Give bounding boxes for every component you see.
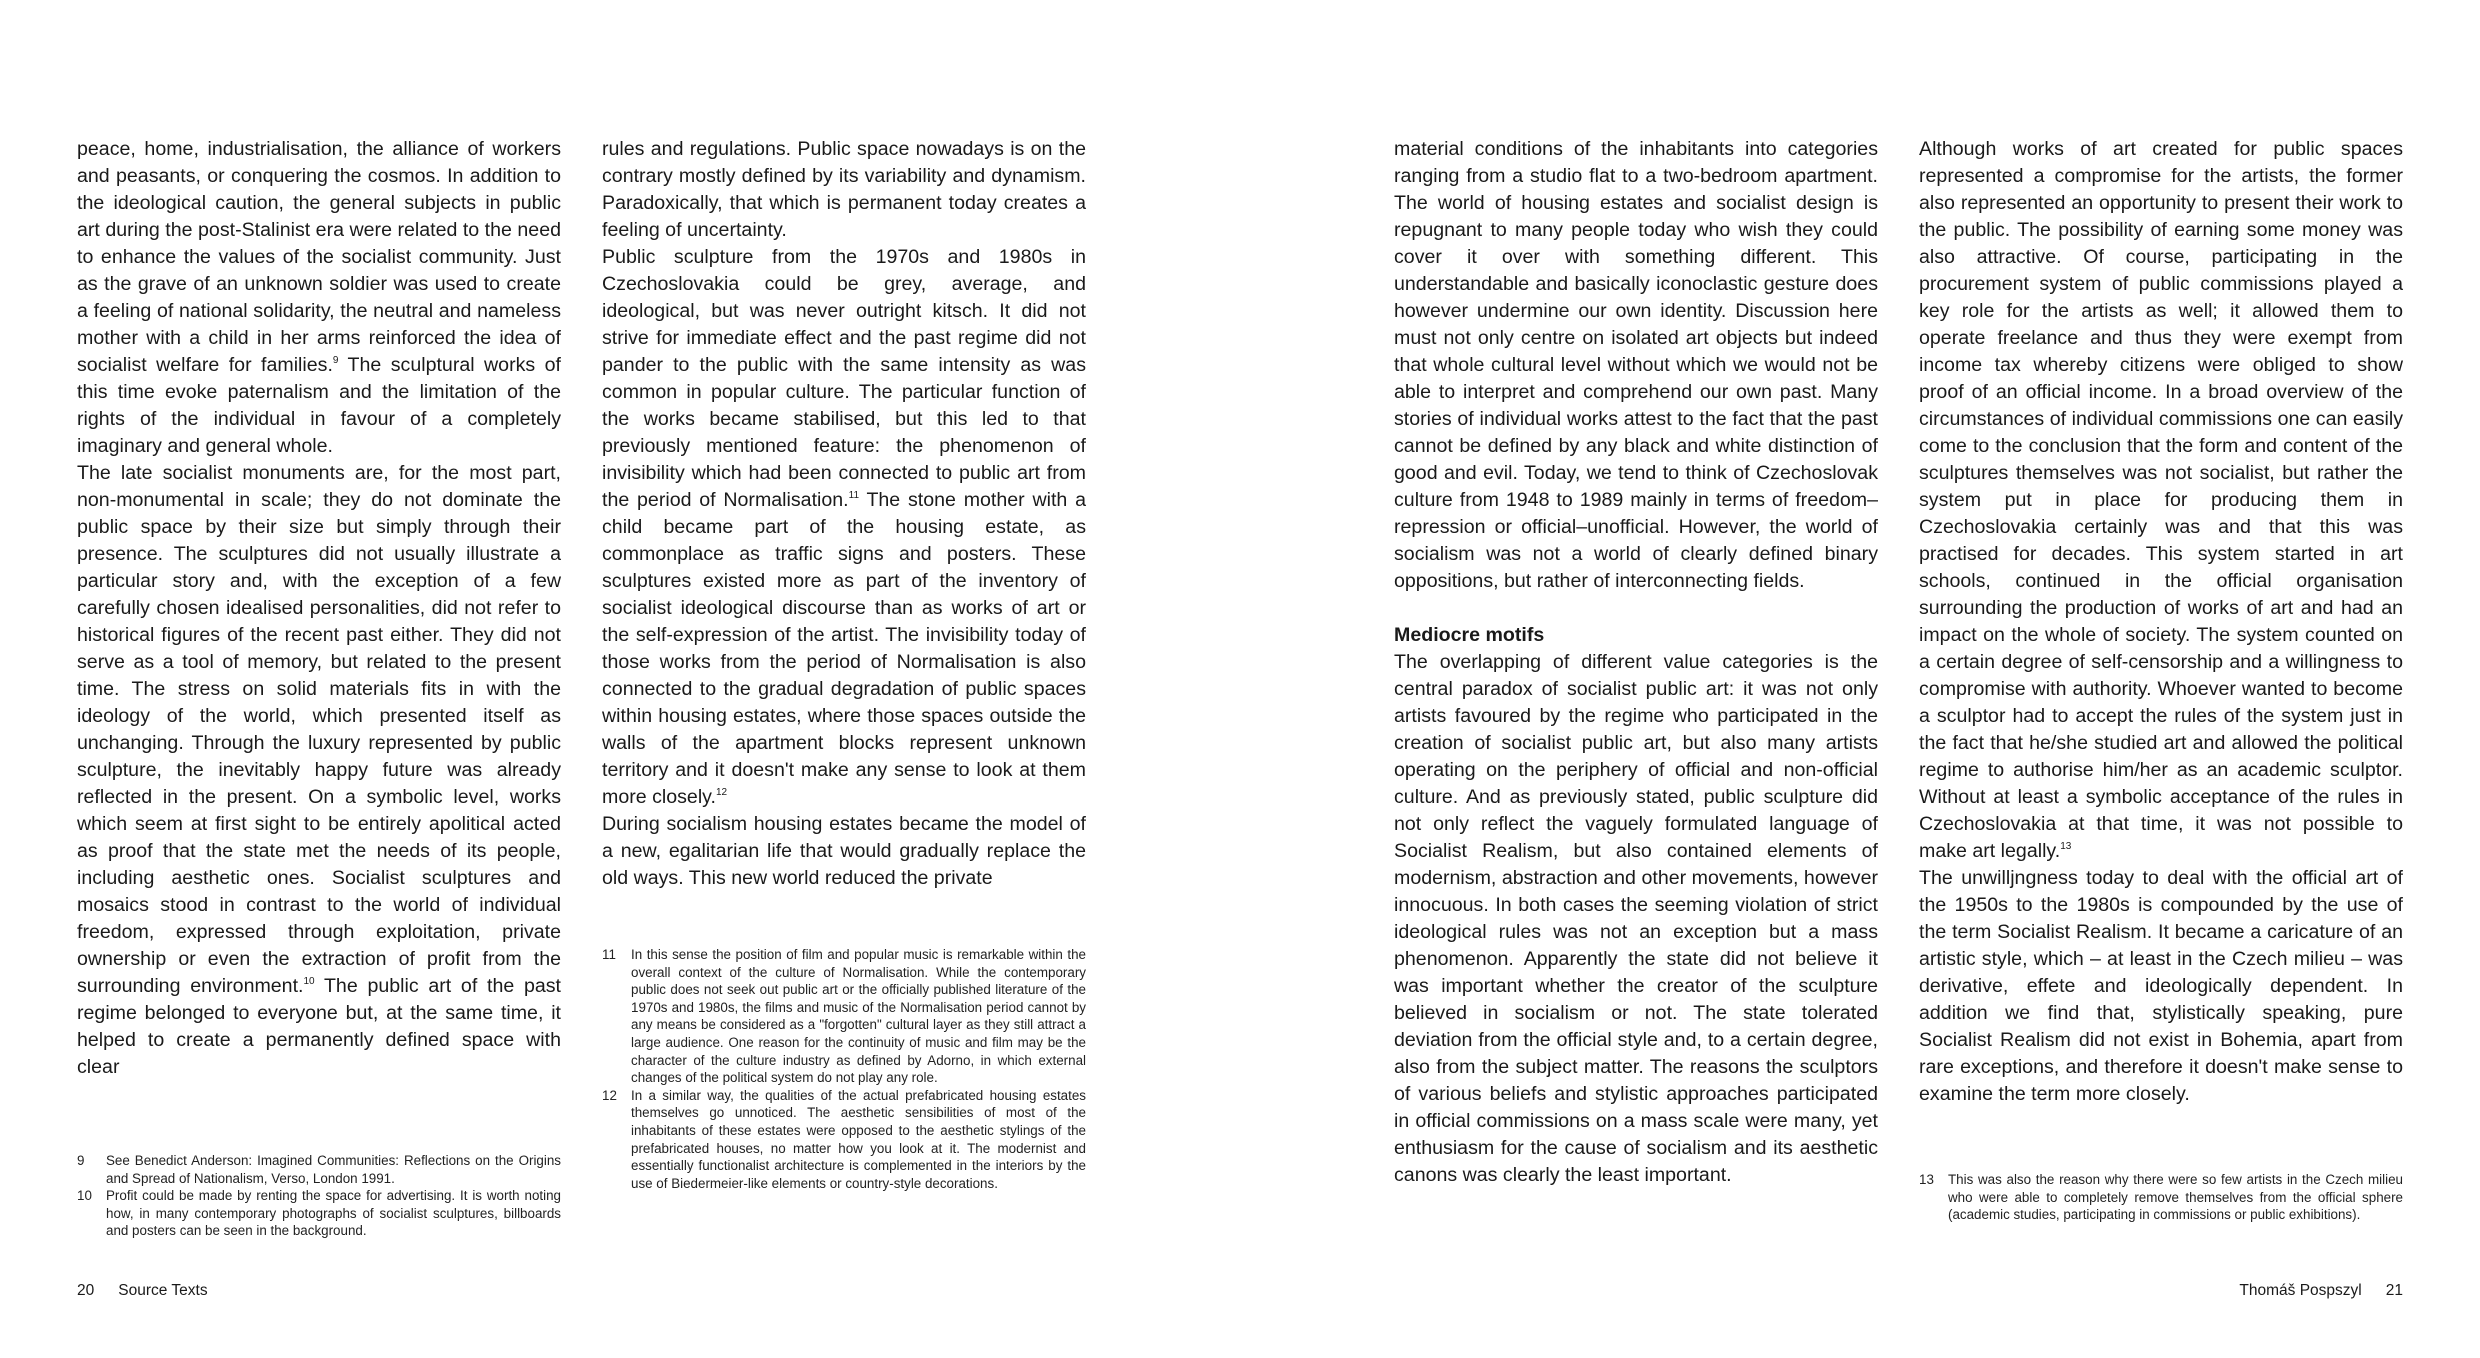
footnote: 13 This was also the reason why there were so few artists in the Czech milieu who were able to completely remove themselves from the official sphere (academic studies, participating in commissions or public exhibitions). <box>1919 1172 2403 1223</box>
footnote: 9 See Benedict Anderson: Imagined Communities: Reflections on the Origins and Spread of Nationalism, Verso, London 1991. <box>77 1153 561 1186</box>
paragraph: Public sculpture from the 1970s and 1980s in Czechoslovakia could be grey, average, and ideological, but was never outright kitsch. It did not strive for immediate effect and the past regime did not pander to the public with the same intensity as was common in popular culture. The particular function of the works became stabilised, but this led to that previously mentioned feature: the phenomenon of invisibility which had been connected to public art from the period of Normalisation.$^{11}$ The stone mother with a child became part of the housing estate, as commonplace as traffic signs and posters. These sculptures existed more as part of the inventory of socialist ideological discourse than as works of art or the self-expression of the artist. The invisibility today of those works from the period of Normalisation is also connected to the gradual degradation of public spaces within housing estates, where those spaces outside the walls of the apartment blocks represent unknown territory and it doesn't make any sense to look at them more closely.$^{12}$ <box>602 246 1086 808</box>
footnotes-right <box>1919 1171 2403 1224</box>
left-column-1 <box>77 136 561 1081</box>
page-number: 21 <box>2385 1282 2403 1299</box>
paragraph: rules and regulations. Public space nowadays is on the contrary mostly defined by its variability and dynamism. Paradoxically, that which is permanent today creates a feeling of uncertainty. <box>602 138 1086 241</box>
footnote-ref: 10 <box>303 976 315 987</box>
paragraph: The unwilljngness today to deal with the official art of the 1950s to the 1980s is compounded by the use of the term Socialist Realism. It became a caricature of an artistic style, which – at least in the Czech milieu – was derivative, effete and ideologically dependent. In addition we find that, stylistically speaking, pure Socialist Realism did not exist in Bohemia, apart from rare exceptions, and therefore it doesn't make sense to examine the term more closely. <box>1919 867 2403 1105</box>
footnote-ref: 9 <box>332 355 339 366</box>
footnote-ref: 11 <box>848 490 860 501</box>
paragraph: material conditions of the inhabitants into categories ranging from a studio flat to a two-bedroom apartment. The world of housing estates and socialist design is repugnant to many people today who wish they could cover it over with something different. This understandable and basically iconoclastic gesture does however undermine our own identity. Discussion here must not only centre on isolated art objects but indeed that whole cultural level without which we would not be able to interpret and comprehend our own past. Many stories of individual works attest to the fact that the past cannot be defined by any black and white distinction of good and evil. Today, we tend to think of Czechoslovak culture from 1948 to 1989 mainly in terms of freedom–repression or official–unofficial. However, the world of socialism was not a world of clearly defined binary oppositions, but rather of interconnecting fields. <box>1394 138 1878 592</box>
footnote: 10 Profit could be made by renting the space for advertising. It is worth noting how, in many contemporary photographs of socialist sculptures, billboards and posters can be seen in the background. <box>77 1188 561 1239</box>
footnote: 12 In a similar way, the qualities of the actual prefabricated housing estates themselves go unnoticed. The aesthetic sensibilities of most of the inhabitants of these estates were opposed to the aesthetic stylings of the prefabricated houses, no matter how you look at it. The modernist and essentially functionalist architecture is complemented in the interiors by the use of Biedermeier-like elements or country-style decorations. <box>602 1087 1086 1191</box>
section-heading: Mediocre motifs <box>1394 624 1545 646</box>
left-column-2 <box>602 136 1086 892</box>
paragraph: During socialism housing estates became the model of a new, egalitarian life that would gradually replace the old ways. This new world reduced the private <box>602 813 1086 889</box>
page-number: 20 <box>77 1282 95 1299</box>
right-column-2 <box>1919 136 2403 1108</box>
right-page <box>1240 0 2480 1358</box>
footnote-ref: 12 <box>715 787 728 798</box>
footnote: 11 In this sense the position of film and popular music is remarkable within the overall context of the culture of Normalisation. While the contemporary public does not seek out public art or the officially published literature of the 1970s and 1980s, the films and music of the Normalisation period cannot by any means be considered as a "forgotten" cultural layer as they still attract a large audience. One reason for the continuity of music and film may be the character of the culture industry as defined by Adorno, in which external changes of the political system do not play any role. <box>602 947 1086 1086</box>
section-label: Source Texts <box>118 1282 208 1299</box>
author-label: Thomáš Pospszyl <box>2239 1282 2362 1299</box>
paragraph: The late socialist monuments are, for the most part, non-monumental in scale; they do not dominate the public space by their size but simply through their presence. The sculptures did not usually illustrate a particular story and, with the exception of a few carefully chosen idealised personalities, did not refer to historical figures of the recent past either. They did not serve as a tool of memory, but related to the present time. The stress on solid materials fits in with the ideology of the world, which presented itself as unchanging. Through the luxury represented by public sculpture, the inevitably happy future was already reflected in the present. On a symbolic level, works which seem at first sight to be entirely apolitical acted as proof that the state met the needs of its people, including aesthetic ones. Socialist sculptures and mosaics stood in contrast to the world of individual freedom, expressed through exploitation, private ownership or even the extraction of profit from the surrounding environment.$^{10}$ The public art of the past regime belonged to everyone but, at the same time, it helped to create a permanently defined space with clear <box>77 462 561 1078</box>
paragraph: Although works of art created for public spaces represented a compromise for the artists, the former also represented an opportunity to present their work to the public. The possibility of earning some money was also attractive. Of course, participating in the procurement system of public commissions played a key role for the artists as well; it allowed them to operate freelance and thus they were exempt from income tax whereby citizens were obliged to show proof of an official income. In a broad overview of the circumstances of individual commissions one can easily come to the conclusion that the form and content of the sculptures themselves was not socialist, but rather the system put in place for producing them in Czechoslovakia certainly was and that this was practised for decades. This system started in art schools, continued in the official organisation surrounding the production of works of art and had an impact on the whole of society. The system counted on a certain degree of self-censorship and a willingness to compromise with authority. Whoever wanted to become a sculptor had to accept the rules of the system just in the fact that he/she studied art and allowed the political regime to authorise him/her as an academic sculptor. Without at least a symbolic acceptance of the rules in Czechoslovakia at that time, it was not possible to make art legally.$^{13}$ <box>1919 138 2403 862</box>
footnotes-middle <box>602 946 1086 1192</box>
paragraph: The overlapping of different value categories is the central paradox of socialist public art: it was not only artists favoured by the regime who participated in the creation of socialist public art, but also many artists operating on the periphery of official and non-official culture. And as previously stated, public sculpture did not only reflect the vaguely formulated language of Socialist Realism, but also contained elements of modernism, abstraction and other movements, however innocuous. In both cases the seeming violation of strict ideological rules was not an exception but a mass phenomenon. Apparently the state did not believe it was important whether the creator of the sculpture believed in socialism or not. The state tolerated deviation from the official style and, to a certain degree, also from the subject matter. The reasons the sculptors of various beliefs and stylistic approaches participated in official commissions on a mass scale were many, yet enthusiasm for the cause of socialism and its aesthetic canons was clearly the least important. <box>1394 651 1878 1186</box>
footnote-ref: 13 <box>2060 841 2072 852</box>
footnotes-left <box>77 1152 561 1240</box>
right-column-1 <box>1394 136 1878 1189</box>
paragraph: peace, home, industrialisation, the alliance of workers and peasants, or conquering the cosmos. In addition to the ideological caution, the general subjects in public art during the post-Stalinist era were related to the need to enhance the values of the socialist community. Just as the grave of an unknown soldier was used to create a feeling of national solidarity, the neutral and nameless mother with a child in her arms reinforced the idea of socialist welfare for families.$^9$ The sculptural works of this time evoke paternalism and the limitation of the rights of the individual in favour of a completely imaginary and general whole. <box>77 138 561 457</box>
page-footer-right <box>2239 1281 2403 1301</box>
page-footer-left <box>77 1281 208 1301</box>
